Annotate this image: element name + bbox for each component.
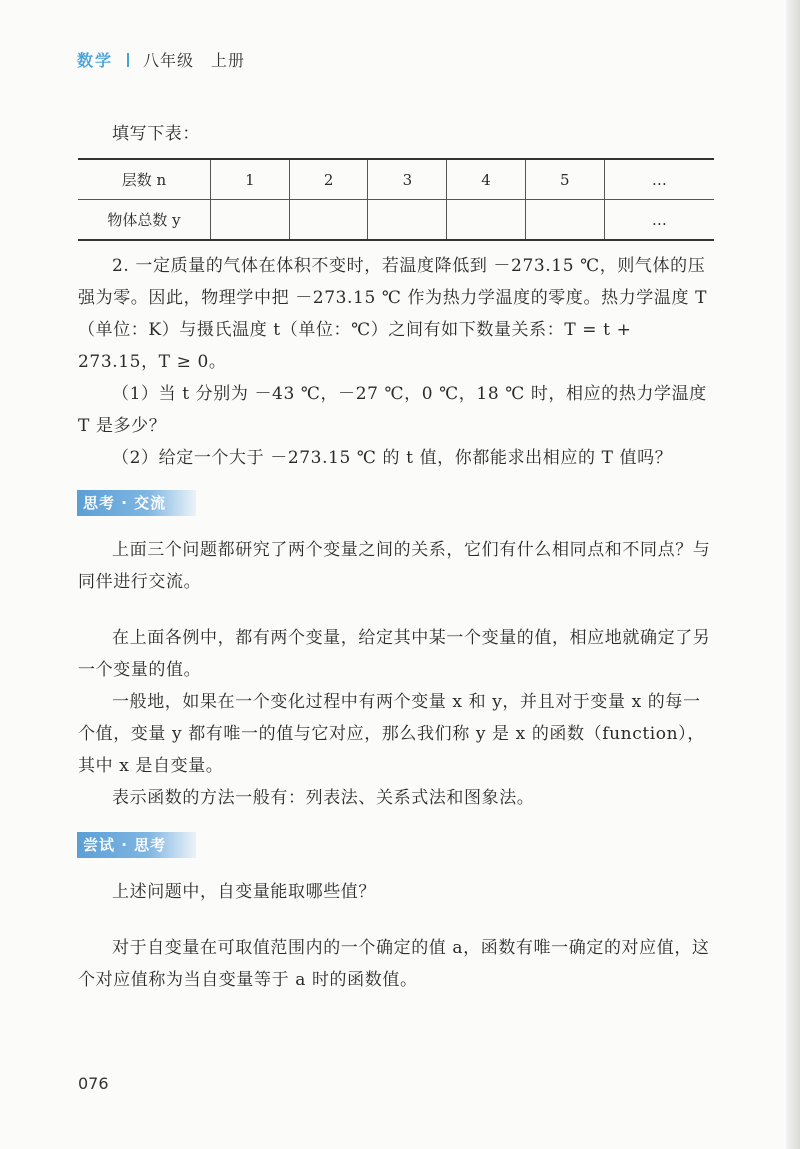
discuss-text: 上面三个问题都研究了两个变量之间的关系，它们有什么相同点和不同点？与同伴进行交流。 [78,540,711,592]
layer-table [78,158,714,241]
table-cell [525,200,604,241]
table-cell: … [604,159,714,200]
function-value-definition: 对于自变量在可取值范围内的一个确定的值 a，函数有唯一确定的对应值，这个对应值称为当自变量等于 a 时的函数值。 [78,938,710,990]
table-cell [368,200,447,241]
problem2-statement: 2. 一定质量的气体在体积不变时，若温度降低到 －273.15 ℃，则气体的压强为零。因此，物理学中把 －273.15 ℃ 作为热力学温度的零度。热力学温度 T（单位：K）与摄氏温度 t（单位：℃）之间有如下数量关系：T = t + 273.15，T ≥ 0。 [78,256,708,372]
table-intro: 填写下表： [112,124,200,144]
table-cell [211,200,290,241]
problem2-question1: （1）当 t 分别为 －43 ℃，－27 ℃，0 ℃，18 ℃ 时，相应的热力学温度 T 是多少？ [78,384,707,436]
table-cell: 4 [447,159,526,200]
header-grade: 八年级 上册 [143,51,246,70]
table-cell: 物体总数 y [78,200,211,241]
problem2-question2: （2）给定一个大于 －273.15 ℃ 的 t 值，你都能求出相应的 T 值吗？ [112,448,673,468]
section-tag-try: 尝试 · 思考 [77,832,196,858]
header-divider [127,53,129,67]
table-row [78,200,714,241]
header-subject: 数学 [77,51,114,70]
table-cell: 1 [211,159,290,200]
function-definition: 一般地，如果在一个变化过程中有两个变量 x 和 y，并且对于变量 x 的每一个值，变量 y 都有唯一的值与它对应，那么我们称 y 是 x 的函数（function），其中 x 是自变量。 [78,692,705,776]
page-number: 076 [78,1074,109,1093]
table-cell [447,200,526,241]
table-cell: 5 [525,159,604,200]
table-cell: 2 [289,159,368,200]
section-tag-discuss: 思考 · 交流 [77,490,196,516]
table-cell [289,200,368,241]
try-text: 上述问题中，自变量能取哪些值？ [112,882,376,902]
body-paragraph-1: 在上面各例中，都有两个变量，给定其中某一个变量的值，相应地就确定了另一个变量的值。 [78,628,711,680]
page-edge [786,0,800,1149]
page-header [77,48,245,71]
table-cell: 3 [368,159,447,200]
table-cell: 层数 n [78,159,211,200]
table-row [78,159,714,200]
table-cell: … [604,200,714,241]
representation-methods: 表示函数的方法一般有：列表法、关系式法和图象法。 [112,788,535,808]
